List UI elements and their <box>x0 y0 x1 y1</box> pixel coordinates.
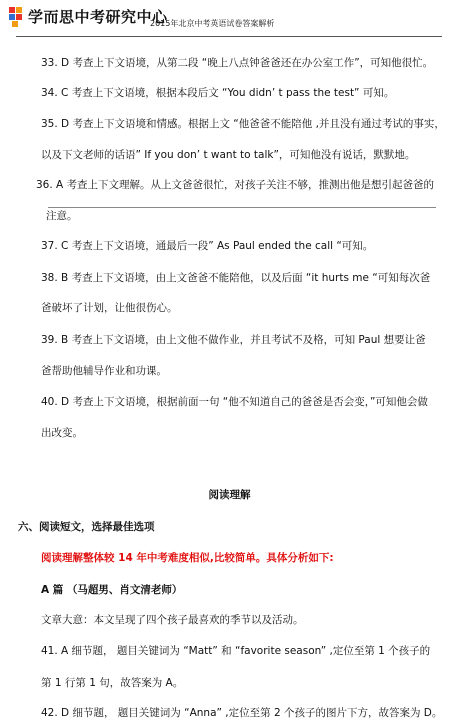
answer-35-line-2: 以及下文老师的话语” If you don’ t want to talk”，可知他没有说话，默默地。 <box>41 149 416 161</box>
answer-34: 34. C 考查上下文语境，根据本段后文 “You didn’ t pass the test” 可知。 <box>41 87 395 99</box>
answer-38-line-1: 38. B 考查上下文语境，由上文爸爸不能陪他，以及后面 “it hurts me “可知每次爸 <box>41 272 431 284</box>
part-heading: 六、阅读短文，选择最佳选项 <box>18 521 155 533</box>
paragraph-divider <box>48 207 436 208</box>
answer-39-line-2: 爸帮助他辅导作业和功课。 <box>41 365 167 377</box>
header-divider <box>16 36 442 37</box>
answer-36-line-2: 注意。 <box>46 210 78 222</box>
document-title: 2015年北京中考英语试卷答案解析 <box>150 19 275 28</box>
answer-33: 33. D 考查上下文语境，从第二段 “晚上八点钟爸爸还在办公室工作”，可知他很忙。 <box>41 57 434 69</box>
passage-a-heading: A 篇 （马超男、肖文清老师） <box>41 584 183 596</box>
answer-41-line-2: 第 1 行第 1 句，故答案为 A。 <box>41 677 184 689</box>
section-heading: 阅读理解 <box>208 489 251 501</box>
answer-38-line-2: 爸破坏了计划，让他很伤心。 <box>41 302 178 314</box>
answer-40-line-2: 出改变。 <box>41 427 83 439</box>
answer-42: 42. D 细节题， 题目关键词为 “Anna” ,定位至第 2 个孩子的图片下方，故答案为 D。 <box>41 707 443 719</box>
passage-summary: 文章大意：本文呈现了四个孩子最喜欢的季节以及活动。 <box>41 614 304 626</box>
xueersi-logo-icon <box>8 6 24 28</box>
answer-37: 37. C 考查上下文语境，通最后一段” As Paul ended the call “可知。 <box>41 240 374 252</box>
answer-41-line-1: 41. A 细节题， 题目关键词为 “Matt” 和 “favorite season” ,定位至第 1 个孩子的 <box>41 645 431 657</box>
brand-name: 学而思中考研究中心 <box>28 8 168 26</box>
answer-36-line-1: 36. A 考查上下文理解。从上文爸爸很忙，对孩子关注不够，推测出他是想引起爸爸的 <box>36 179 435 191</box>
answer-40-line-1: 40. D 考查上下文语境，根据前面一句 “他不知道自己的爸爸是否会变，”可知他会做 <box>41 396 428 408</box>
answer-39-line-1: 39. B 考查上下文语境，由上文他不做作业，并且考试不及格，可知 Paul 想要让爸 <box>41 334 426 346</box>
answer-35-line-1: 35. D 考查上下文语境和情感。根据上文 “他爸爸不能陪他 ,并且没有通过考试的事实， <box>41 118 445 130</box>
page-header <box>0 0 459 36</box>
difficulty-note: 阅读理解整体较 14 年中考难度相似,比较简单。具体分析如下: <box>41 552 334 564</box>
